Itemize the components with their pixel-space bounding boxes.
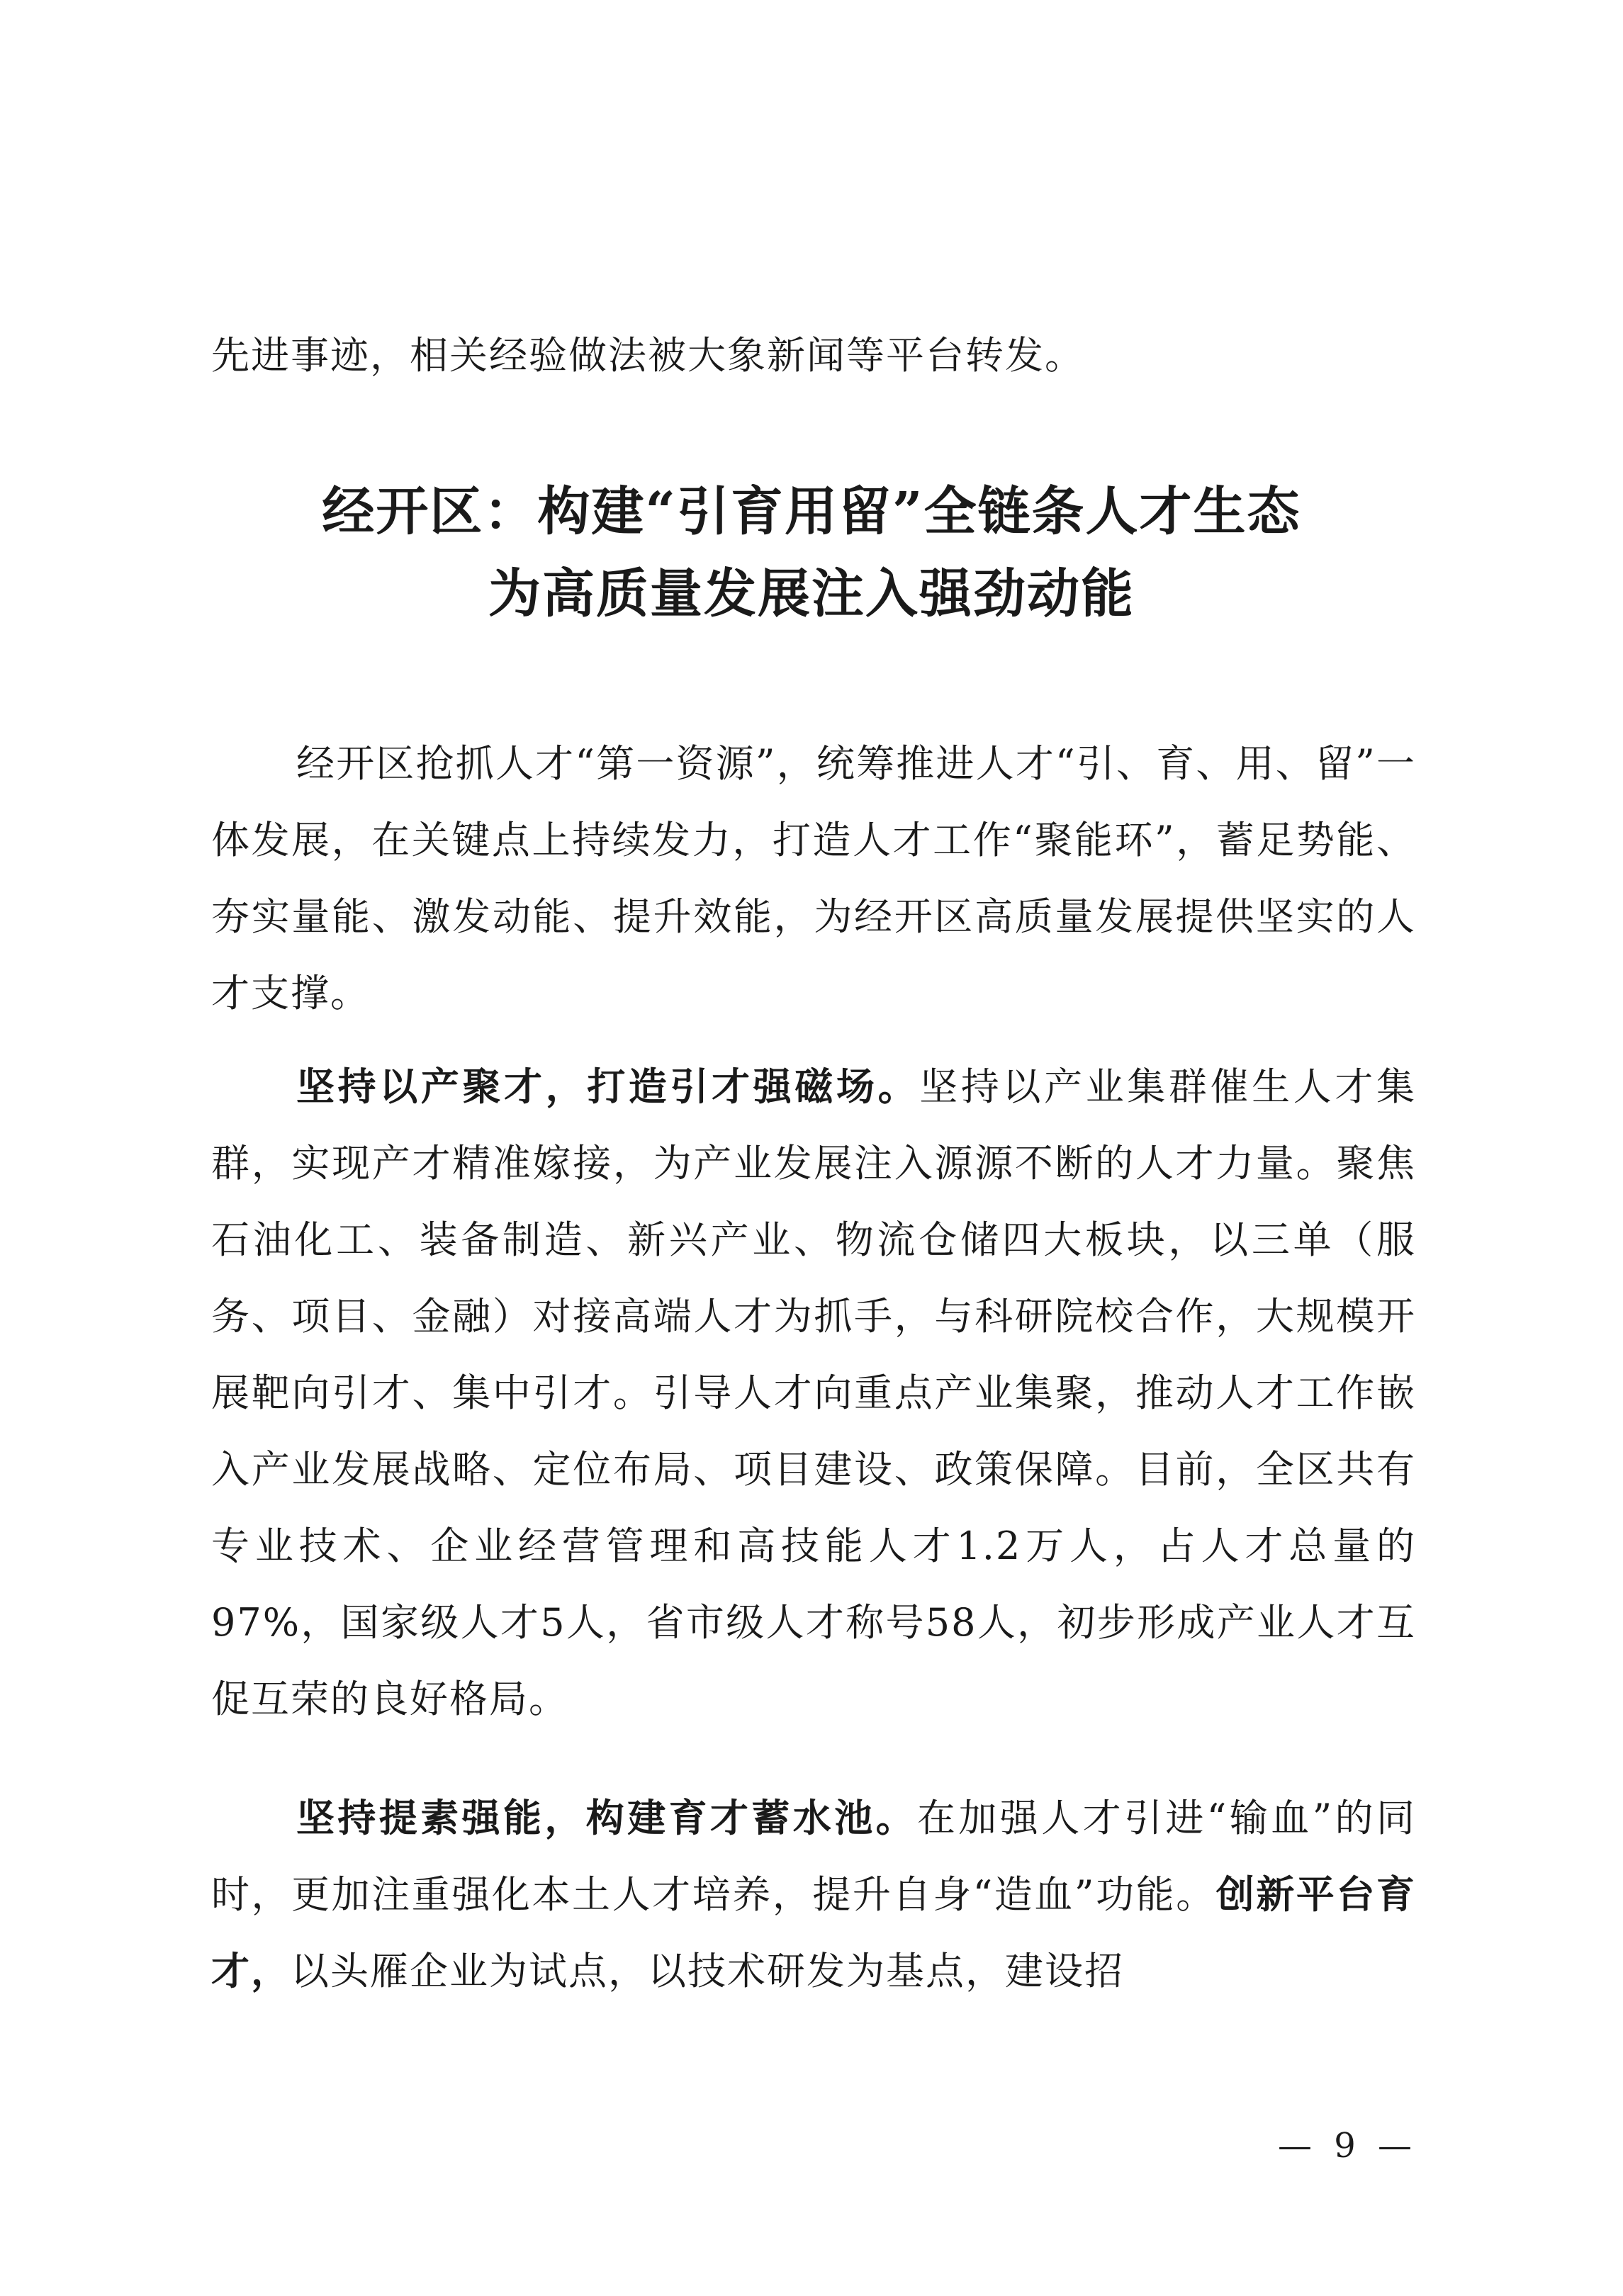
paragraph-2-body: 坚持以产业集群催生人才集群，实现产才精准嫁接，为产业发展注入源源不断的人才力量。聚焦石油化工、装备制造、新兴产业、物流仓储四大板块，以三单（服务、项目、金融）对接高端人才为抓手，与科研院校合作，大规模开展靶向引才、集中引才。引导人才向重点产业集聚，推动人才工作嵌入产业发展战略、定位布局、项目建设、政策保障。目前，全区共有专业技术、企业经营管理和高技能人才1.2万人，占人才总量的97%，国家级人才5人，省市级人才称号58人，初步形成产业人才互促互荣的良好格局。 <box>211 1064 1417 1721</box>
paragraph-3-subheading: 创新平台育才， <box>211 1872 1417 1993</box>
page-number: — 9 — <box>1277 2126 1417 2166</box>
paragraph-3-heading: 坚持提素强能，构建育才蓄水池。 <box>296 1796 917 1840</box>
paragraph-1: 经开区抢抓人才“第一资源”，统筹推进人才“引、育、用、留”一体发展，在关键点上持续发力，打造人才工作“聚能环”，蓄足势能、夯实量能、激发动能、提升效能，为经开区高质量发展提供坚实的人才支撑。 <box>211 741 1416 1015</box>
title-line-1: 经开区：构建“引育用留”全链条人才生态 <box>322 481 1301 542</box>
paragraph-2-heading: 坚持以产聚才，打造引才强磁场。 <box>296 1064 920 1109</box>
paragraph-3 <box>211 1780 1416 2010</box>
title-line-2: 为高质量发展注入强劲动能 <box>488 563 1135 624</box>
lead-line: 先进事迹，相关经验做法被大象新闻等平台转发。 <box>211 333 1084 378</box>
paragraph-2 <box>211 1049 1416 1738</box>
paragraph-3-body-1: 在加强人才引进“输血”的同时，更加注重强化本土人才培养，提升自身“造血”功能。 <box>211 1796 1417 1917</box>
paragraph-3-body-2: 以头雁企业为试点，以技术研发为基点，建设招 <box>291 1949 1124 1993</box>
